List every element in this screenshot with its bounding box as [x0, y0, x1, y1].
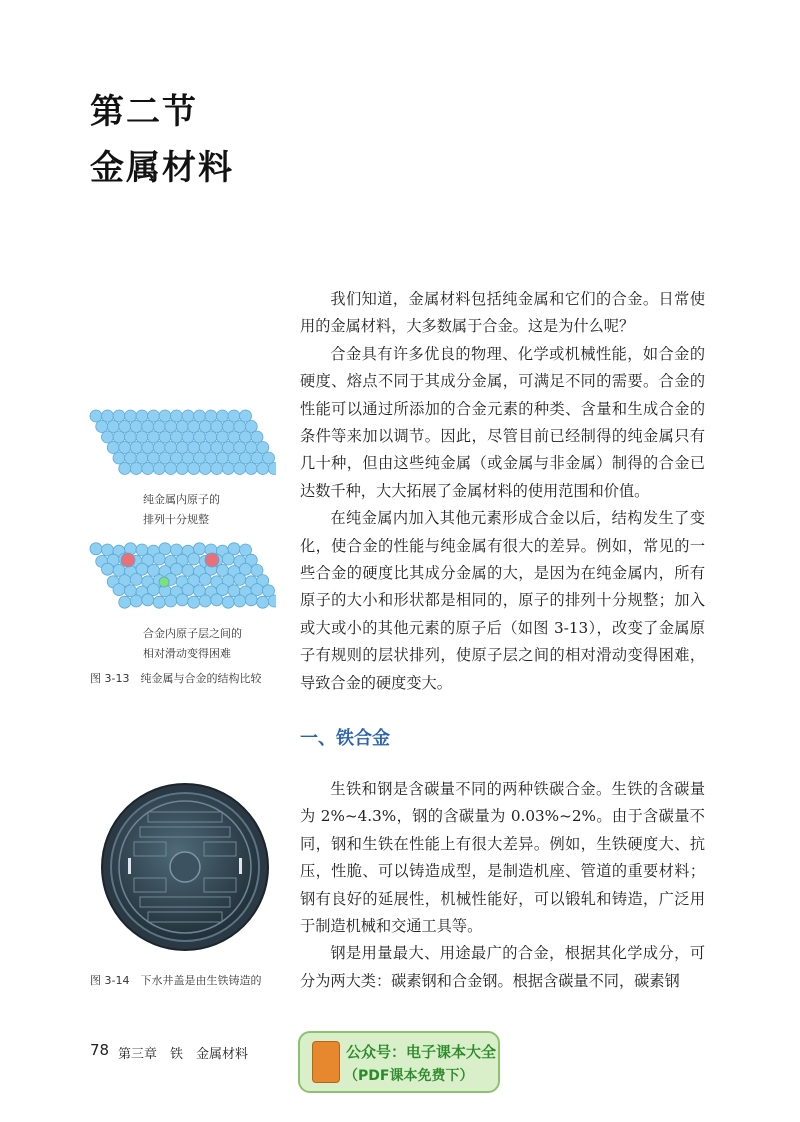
figure-3-13-caption: 图 3-13 纯金属与合金的结构比较: [90, 672, 262, 685]
atom: [217, 410, 229, 422]
alloy-lattice-figure: [86, 540, 276, 610]
atom: [153, 463, 165, 475]
chapter-running-title: 第三章 铁 金属材料: [118, 1047, 249, 1062]
paragraph: 合金具有许多优良的物理、化学或机械性能，如合金的硬度、熔点不同于其成分金属，可满足不同的需要。合金的性能可以通过所添加的合金元素的种类、含量和生成合金的条件等来加以调节。因此，尽管目前已经制得的纯金属只有几十种，但由这些纯金属（或金属与非金属）制得的合金已达数千种，大大拓展了金属材料的使用范围和价值。: [300, 344, 705, 500]
atom: [211, 442, 223, 454]
manhole-cover-image: [100, 782, 270, 952]
atom: [228, 431, 240, 443]
atom: [234, 573, 246, 585]
section-title: 金属材料: [90, 148, 234, 188]
atom: [222, 596, 234, 608]
atom: [142, 463, 154, 475]
atom: [159, 410, 171, 422]
paragraph: 生铁和钢是含碳量不同的两种铁碳合金。生铁的含碳量为 2%~4.3%，钢的含碳量为 0.03%~2%。由于含碳量不同，钢和生铁在性能上有很大差异。例如，生铁硬度大、抗压，性脆、可以铸造成型，是制造机座、管道的重要材料；钢有良好的延展性，机械性能好，可以锻轧和铸造，广泛用于制造机械和交通工具等。: [300, 780, 705, 936]
atom: [119, 463, 131, 475]
atom: [130, 421, 142, 433]
atom: [205, 553, 219, 567]
atom: [107, 421, 119, 433]
section-number-title: 第二节: [90, 92, 198, 132]
atom: [194, 452, 206, 464]
paragraph: 在纯金属内加入其他元素形成合金以后，结构发生了变化，使合金的性能与纯金属有很大的差异。例如，常见的一些合金的硬度比其成分金属的大，是因为在纯金属内，所有原子的大小和形状都是相同的，原子的排列十分规整；加入或大或小的其他元素的原子后（如图 3-13），改变了金属原子有规则的层状排列，使原子层之间的相对滑动变得困难，导致合金的硬度变大。: [300, 509, 705, 692]
atom: [257, 463, 269, 475]
atom: [165, 421, 177, 433]
atom: [130, 573, 142, 585]
atom: [251, 431, 263, 443]
atom: [130, 463, 142, 475]
iron-alloy-text: [300, 776, 705, 995]
atom: [182, 410, 194, 422]
atom: [251, 452, 263, 464]
atom: [205, 452, 217, 464]
atom: [188, 553, 200, 565]
atom: [125, 452, 137, 464]
atom: [148, 431, 160, 443]
atom: [194, 431, 206, 443]
atom: [217, 452, 229, 464]
atom: [165, 463, 177, 475]
atom: [90, 543, 102, 555]
atom: [245, 463, 257, 475]
subsection-heading: 一、铁合金: [300, 728, 390, 749]
atom: [182, 452, 194, 464]
atom: [211, 463, 223, 475]
atom: [211, 421, 223, 433]
atom: [182, 431, 194, 443]
figure-3-14-caption: 图 3-14 下水井盖是由生铁铸造的: [90, 974, 262, 987]
atom: [153, 442, 165, 454]
atom: [119, 596, 131, 608]
atom: [165, 595, 177, 607]
atom: [102, 431, 114, 443]
atom: [205, 431, 217, 443]
atom: [90, 410, 102, 422]
atom: [199, 463, 211, 475]
atom: [199, 421, 211, 433]
atom: [240, 410, 252, 422]
atom: [119, 421, 131, 433]
atom: [176, 442, 188, 454]
atom: [148, 410, 160, 422]
atom: [188, 421, 200, 433]
atom: [113, 431, 125, 443]
watermark-line-1: 公众号：电子课本大全: [346, 1043, 497, 1061]
atom: [176, 594, 188, 606]
atom: [176, 463, 188, 475]
atom: [222, 553, 234, 565]
atom: [142, 594, 154, 606]
atom: [102, 563, 114, 575]
atom: [125, 410, 137, 422]
atom: [136, 410, 148, 422]
pure-metal-caption: [143, 490, 220, 530]
atom: [205, 410, 217, 422]
caption-line: 排列十分规整: [143, 513, 209, 526]
atom: [130, 442, 142, 454]
atom: [245, 442, 257, 454]
watermark-line-2: （PDF课本免费下）: [344, 1068, 474, 1084]
atom: [142, 421, 154, 433]
atom: [113, 584, 125, 596]
caption-line: 相对滑动变得困难: [143, 647, 231, 660]
atom: [199, 442, 211, 454]
atom: [211, 594, 223, 606]
atom: [199, 573, 211, 585]
atom: [96, 421, 108, 433]
atom: [136, 431, 148, 443]
atom: [222, 442, 234, 454]
atom: [234, 421, 246, 433]
atom: [228, 452, 240, 464]
intro-text: [300, 286, 705, 697]
atom: [159, 431, 171, 443]
atom: [257, 442, 269, 454]
atom: [263, 452, 275, 464]
caption-line: 纯金属内原子的: [143, 493, 220, 506]
atom: [234, 442, 246, 454]
atom: [234, 463, 246, 475]
atom: [121, 553, 135, 567]
atom: [171, 452, 183, 464]
atom: [142, 442, 154, 454]
atom: [234, 595, 246, 607]
watermark-badge: [298, 1031, 500, 1093]
atom: [245, 421, 257, 433]
atom: [119, 442, 131, 454]
atom: [159, 577, 169, 587]
atom: [222, 463, 234, 475]
atom: [125, 431, 137, 443]
atom: [199, 595, 211, 607]
atom: [113, 410, 125, 422]
alloy-caption: [143, 624, 242, 664]
atom: [148, 452, 160, 464]
atom: [194, 410, 206, 422]
book-icon: [312, 1041, 340, 1083]
atom: [188, 463, 200, 475]
atom: [113, 452, 125, 464]
atom: [153, 553, 165, 565]
paragraph: 钢是用量最大、用途最广的合金，根据其化学成分，可分为两大类：碳素钢和合金钢。根据含碳量不同，碳素钢: [300, 944, 705, 990]
pure-metal-lattice-figure: [86, 406, 276, 486]
atom: [217, 431, 229, 443]
page-number: 78: [90, 1041, 110, 1059]
atom: [165, 442, 177, 454]
atom: [257, 596, 269, 608]
atom: [102, 410, 114, 422]
atom: [222, 421, 234, 433]
atom: [136, 452, 148, 464]
paragraph: 我们知道，金属材料包括纯金属和它们的合金。日常使用的金属材料，大多数属于合金。这是为什么呢？: [300, 290, 705, 336]
atom: [107, 442, 119, 454]
atom: [171, 410, 183, 422]
atom: [245, 594, 257, 606]
caption-line: 合金内原子层之间的: [143, 627, 242, 640]
atom: [176, 421, 188, 433]
atom: [188, 596, 200, 608]
atom: [153, 596, 165, 608]
atom: [171, 431, 183, 443]
atom: [240, 452, 252, 464]
atom: [228, 410, 240, 422]
atom: [159, 452, 171, 464]
atom: [188, 442, 200, 454]
atom: [130, 595, 142, 607]
atom: [240, 431, 252, 443]
atom: [153, 421, 165, 433]
